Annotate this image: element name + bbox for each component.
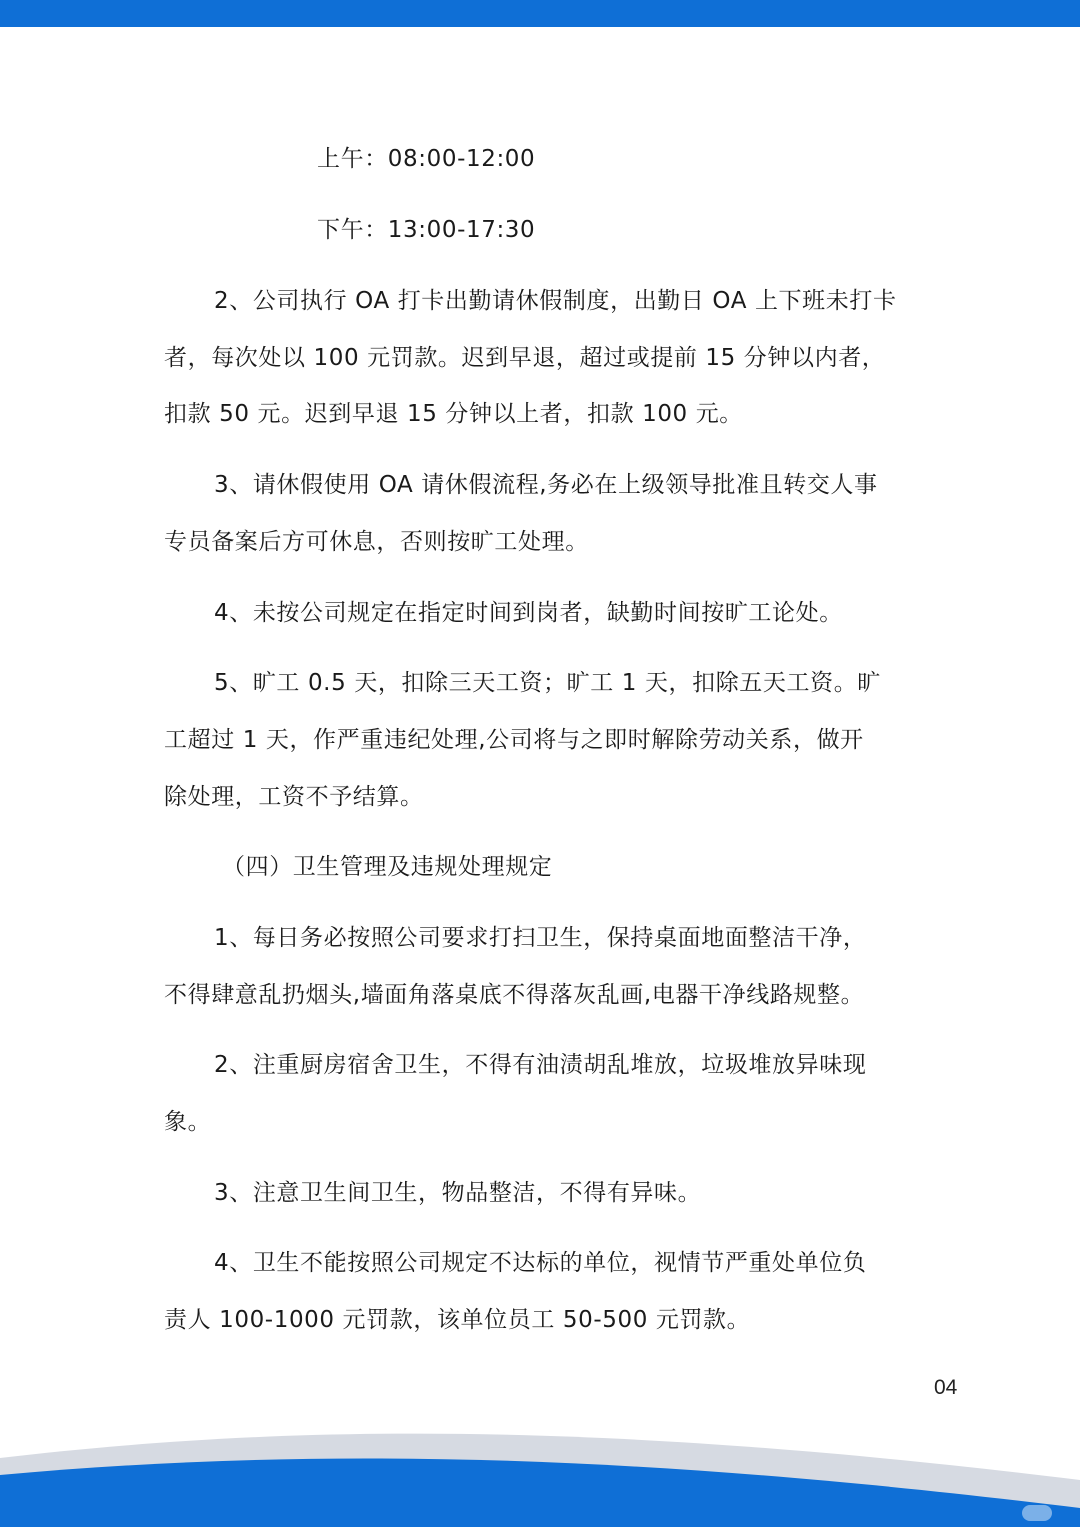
rule4-line1: 4、未按公司规定在指定时间到岗者，缺勤时间按旷工论处。 xyxy=(214,600,843,626)
schedule-morning: 上午：08:00-12:00 xyxy=(317,146,536,172)
rule2-line3: 扣款 50 元。迟到早退 15 分钟以上者，扣款 100 元。 xyxy=(164,401,743,427)
rule5-line3: 除处理，工资不予结算。 xyxy=(164,784,424,810)
page-number: 04 xyxy=(934,1376,958,1399)
hygiene-item2-line2: 象。 xyxy=(164,1109,212,1135)
rule2-line2: 者，每次处以 100 元罚款。迟到早退，超过或提前 15 分钟以内者， xyxy=(164,345,886,371)
hygiene-item3-line1: 3、注意卫生间卫生，物品整洁，不得有异味。 xyxy=(214,1180,702,1206)
rule2-line1: 2、公司执行 OA 打卡出勤请休假制度，出勤日 OA 上下班未打卡 xyxy=(214,288,897,314)
rule5-line1: 5、旷工 0.5 天，扣除三天工资；旷工 1 天，扣除五天工资。旷 xyxy=(214,670,881,696)
rule3-line2: 专员备案后方可休息，否则按旷工处理。 xyxy=(164,529,589,555)
rule5-line2: 工超过 1 天，作严重违纪处理,公司将与之即时解除劳动关系，做开 xyxy=(164,727,864,753)
section4-heading: （四）卫生管理及违规处理规定 xyxy=(222,854,553,880)
schedule-afternoon: 下午：13:00-17:30 xyxy=(317,217,536,243)
rule3-line1: 3、请休假使用 OA 请休假流程,务必在上级领导批准且转交人事 xyxy=(214,472,878,498)
hygiene-item4-line2: 责人 100-1000 元罚款，该单位员工 50-500 元罚款。 xyxy=(164,1307,751,1333)
hygiene-item4-line1: 4、卫生不能按照公司规定不达标的单位，视情节严重处单位负 xyxy=(214,1250,867,1276)
watermark-badge xyxy=(1022,1505,1052,1521)
header-bar xyxy=(0,0,1080,27)
hygiene-item2-line1: 2、注重厨房宿舍卫生，不得有油渍胡乱堆放，垃圾堆放异味现 xyxy=(214,1052,867,1078)
hygiene-item1-line1: 1、每日务必按照公司要求打扫卫生，保持桌面地面整洁干净， xyxy=(214,925,867,951)
hygiene-item1-line2: 不得肆意乱扔烟头,墙面角落桌底不得落灰乱画,电器干净线路规整。 xyxy=(164,982,865,1008)
footer-wave xyxy=(0,1420,1080,1527)
